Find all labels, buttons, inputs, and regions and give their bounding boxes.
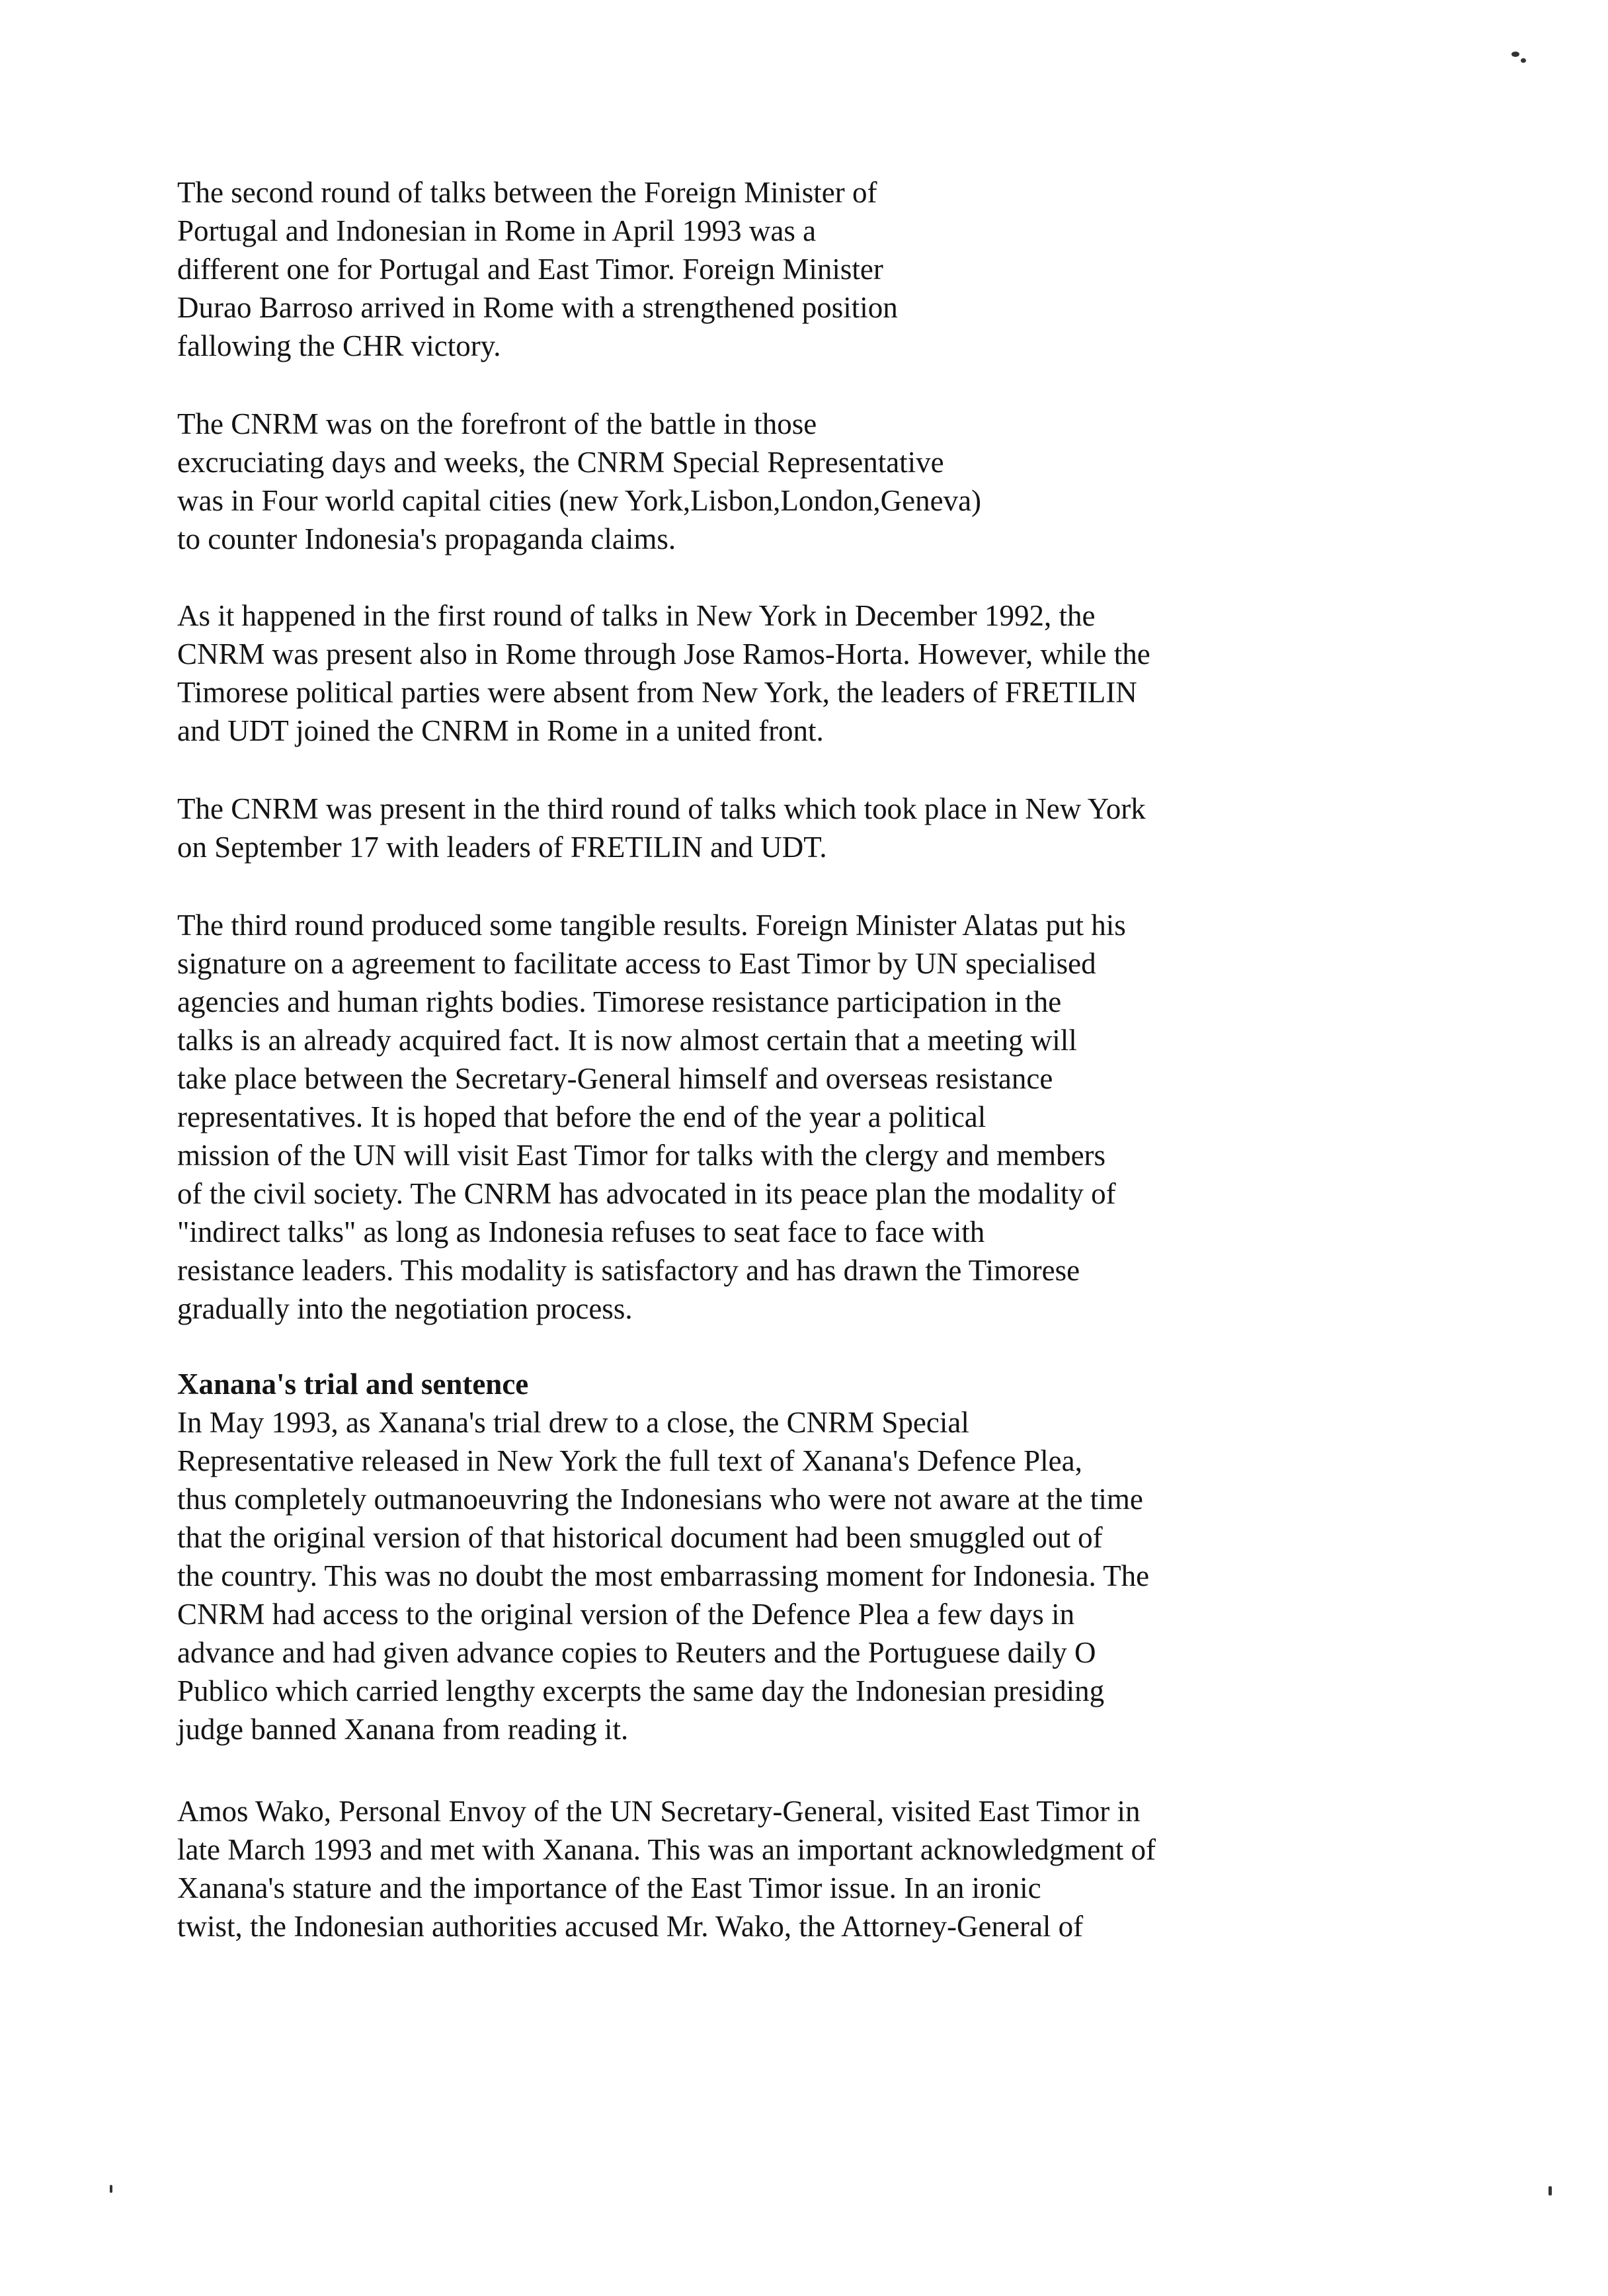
text-line: on September 17 with leaders of FRETILIN and UDT. xyxy=(177,831,827,864)
paragraph-2 xyxy=(177,405,981,558)
text-line: agencies and human rights bodies. Timorese resistance participation in the xyxy=(177,985,1062,1018)
paragraph-4 xyxy=(177,790,1146,866)
text-line: The second round of talks between the Foreign Minister of xyxy=(177,176,877,209)
scan-mark-top-right-small xyxy=(1521,58,1526,63)
section-heading: Xanana's trial and sentence xyxy=(177,1368,529,1401)
text-line: Publico which carried lengthy excerpts the same day the Indonesian presiding xyxy=(177,1674,1105,1707)
text-line: Portugal and Indonesian in Rome in April 1993 was a xyxy=(177,214,817,247)
text-line: fallowing the CHR victory. xyxy=(177,329,501,362)
text-line: Timorese political parties were absent from New York, the leaders of FRETILIN xyxy=(177,676,1137,709)
text-line: "indirect talks" as long as Indonesia refuses to seat face to face with xyxy=(177,1215,985,1249)
text-line: representatives. It is hoped that before the end of the year a political xyxy=(177,1100,986,1133)
text-line: thus completely outmanoeuvring the Indonesians who were not aware at the time xyxy=(177,1483,1143,1516)
scan-mark-top-right xyxy=(1511,52,1519,57)
text-line: In May 1993, as Xanana's trial drew to a close, the CNRM Special xyxy=(177,1406,969,1439)
text-line: the country. This was no doubt the most embarrassing moment for Indonesia. The xyxy=(177,1559,1150,1592)
text-line: late March 1993 and met with Xanana. This was an important acknowledgment of xyxy=(177,1833,1156,1866)
paragraph-3 xyxy=(177,596,1150,750)
text-line: gradually into the negotiation process. xyxy=(177,1292,633,1325)
text-line: excruciating days and weeks, the CNRM Special Representative xyxy=(177,446,944,479)
text-line: signature on a agreement to facilitate access to East Timor by UN specialised xyxy=(177,947,1096,980)
paragraph-7 xyxy=(177,1792,1156,1946)
text-line: of the civil society. The CNRM has advocated in its peace plan the modality of xyxy=(177,1177,1116,1210)
text-line: was in Four world capital cities (new York,Lisbon,London,Geneva) xyxy=(177,484,982,517)
scan-mark-bottom-left xyxy=(110,2185,112,2193)
text-line: advance and had given advance copies to Reuters and the Portuguese daily O xyxy=(177,1636,1096,1669)
text-line: Representative released in New York the full text of Xanana's Defence Plea, xyxy=(177,1444,1082,1477)
text-line: The third round produced some tangible results. Foreign Minister Alatas put his xyxy=(177,909,1126,942)
text-line: to counter Indonesia's propaganda claims. xyxy=(177,522,676,555)
text-line: judge banned Xanana from reading it. xyxy=(177,1713,629,1746)
text-line: Amos Wako, Personal Envoy of the UN Secretary-General, visited East Timor in xyxy=(177,1795,1141,1828)
text-line: The CNRM was present in the third round of talks which took place in New York xyxy=(177,792,1146,825)
text-line: Xanana's stature and the importance of the East Timor issue. In an ironic xyxy=(177,1871,1041,1905)
text-line: Durao Barroso arrived in Rome with a strengthened position xyxy=(177,291,898,324)
text-line: that the original version of that historical document had been smuggled out of xyxy=(177,1521,1103,1554)
scan-mark-bottom-right xyxy=(1548,2186,1552,2195)
text-line: and UDT joined the CNRM in Rome in a united front. xyxy=(177,714,824,747)
text-line: resistance leaders. This modality is satisfactory and has drawn the Timorese xyxy=(177,1254,1080,1287)
paragraph-1 xyxy=(177,173,898,365)
text-line: CNRM had access to the original version of the Defence Plea a few days in xyxy=(177,1598,1075,1631)
text-line: different one for Portugal and East Timor. Foreign Minister xyxy=(177,253,883,286)
text-line: talks is an already acquired fact. It is now almost certain that a meeting will xyxy=(177,1024,1077,1057)
text-line: The CNRM was on the forefront of the battle in those xyxy=(177,407,817,440)
text-line: As it happened in the first round of talks in New York in December 1992, the xyxy=(177,599,1096,632)
text-line: twist, the Indonesian authorities accused Mr. Wako, the Attorney-General of xyxy=(177,1910,1084,1943)
text-line: CNRM was present also in Rome through Jose Ramos-Horta. However, while the xyxy=(177,637,1150,671)
paragraph-5 xyxy=(177,906,1126,1328)
text-line: mission of the UN will visit East Timor for talks with the clergy and members xyxy=(177,1139,1106,1172)
text-line: take place between the Secretary-General himself and overseas resistance xyxy=(177,1062,1053,1095)
paragraph-6 xyxy=(177,1365,1149,1748)
